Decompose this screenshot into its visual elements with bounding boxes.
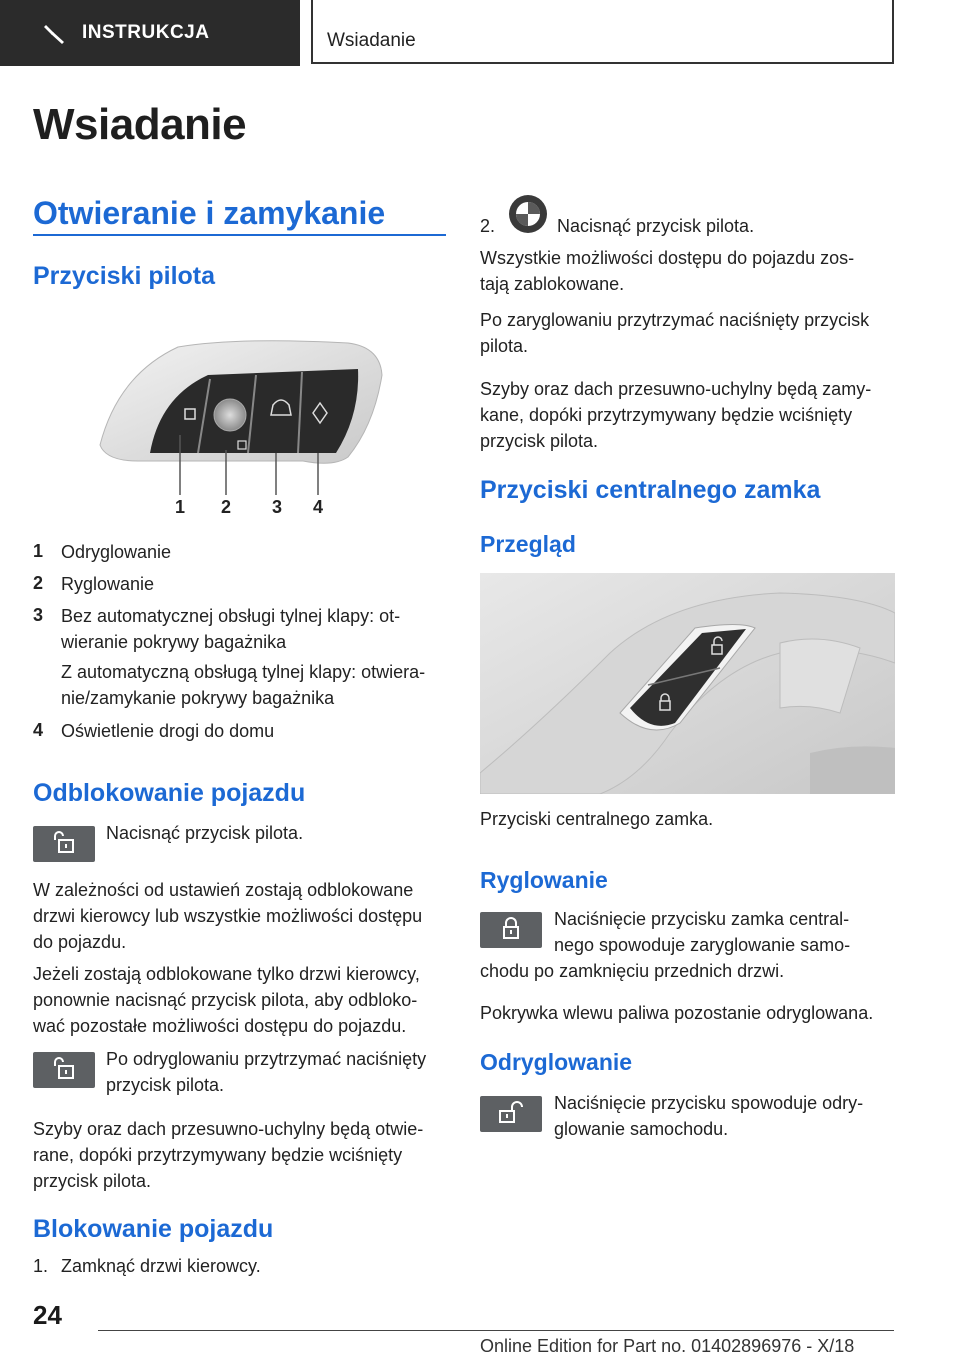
list-num-2: 2 xyxy=(33,573,44,593)
central-lock-line3: chodu po zamknięciu przednich drzwi. xyxy=(480,961,785,981)
subheading-central-locking: Przyciski centralnego zamka xyxy=(480,476,821,504)
unlock-para2-line2: ponownie nacisnąć przycisk pilota, aby odbloko- xyxy=(33,990,418,1010)
unlock-para1-line3: do pojazdu. xyxy=(33,932,127,952)
lock-para3-line1: Szyby oraz dach przesuwno-uchylny będą zamy- xyxy=(480,379,872,399)
section-heading-open-close: Otwieranie i zamykanie xyxy=(33,195,386,231)
lock-para1-line1: Wszystkie możliwości dostępu do pojazdu zos- xyxy=(480,248,855,268)
list-num-3: 3 xyxy=(33,605,44,625)
list-item-lock: Ryglowanie xyxy=(61,574,155,594)
list-item-trunk-line1: Bez automatycznej obsługi tylnej klapy: ot- xyxy=(61,606,401,626)
bmw-logo-icon xyxy=(508,194,548,234)
wrench-icon xyxy=(42,20,68,46)
list-item-light: Oświetlenie drogi do domu xyxy=(61,721,275,741)
list-num-1: 1 xyxy=(33,541,44,561)
page-number: 24 xyxy=(33,1300,62,1330)
unlock-para2-line3: wać pozostałe możliwości dostępu do pojazdu. xyxy=(33,1016,407,1036)
unlock-para2-line1: Jeżeli zostają odblokowane tylko drzwi kierowcy, xyxy=(33,964,420,984)
chapter-label: Wsiadanie xyxy=(327,30,416,51)
lock-step1-num: 1. xyxy=(33,1256,49,1276)
subheading-unlock-vehicle: Odblokowanie pojazdu xyxy=(33,779,306,807)
unlock-hold-line1: Po odryglowaniu przytrzymać naciśnięty xyxy=(106,1049,427,1069)
subheading-lock-vehicle: Blokowanie pojazdu xyxy=(33,1215,274,1243)
section-label: INSTRUKCJA xyxy=(82,22,210,43)
lock-para1-line2: tają zablokowane. xyxy=(480,274,625,294)
unlock-para1-line1: W zależności od ustawień zostają odblokowane xyxy=(33,880,414,900)
unlock-hold-button-icon xyxy=(33,1052,95,1088)
central-locking-photo xyxy=(480,573,895,794)
unlock-hold-line2: przycisk pilota. xyxy=(106,1075,225,1095)
key-fob-illustration xyxy=(98,335,388,520)
footer-edition: Online Edition for Part no. 01402896976 - X/18 xyxy=(480,1336,855,1356)
list-item-unlock: Odryglowanie xyxy=(61,542,172,562)
figure-label-3: 3 xyxy=(272,497,283,517)
central-lock-line2: nego spowoduje zaryglowanie samo- xyxy=(554,935,851,955)
list-item-trunk-line3: Z automatyczną obsługą tylnej klapy: otwiera- xyxy=(61,662,426,682)
subheading-lock: Ryglowanie xyxy=(480,867,608,893)
lock-step1-text: Zamknąć drzwi kierowcy. xyxy=(61,1256,261,1276)
footer-rule xyxy=(98,1330,894,1331)
central-lock-button-icon xyxy=(480,912,542,948)
fuel-flap-text: Pokrywka wlewu paliwa pozostanie odryglowana. xyxy=(480,1003,874,1023)
page-header xyxy=(0,0,960,66)
unlock-para3-line3: przycisk pilota. xyxy=(33,1171,152,1191)
section-tab[interactable] xyxy=(0,0,300,66)
lock-para2-line1: Po zaryglowaniu przytrzymać naciśnięty przycisk xyxy=(480,310,870,330)
lock-para3-line3: przycisk pilota. xyxy=(480,431,599,451)
lock-para3-line2: kane, dopóki przytrzymywany będzie wciśnięty xyxy=(480,405,853,425)
lock-para2-line2: pilota. xyxy=(480,336,529,356)
photo-caption: Przyciski centralnego zamka. xyxy=(480,809,714,829)
subheading-unlock: Odryglowanie xyxy=(480,1049,633,1075)
unlock-para3-line1: Szyby oraz dach przesuwno-uchylny będą otwie- xyxy=(33,1119,424,1139)
page-title: Wsiadanie xyxy=(33,100,247,149)
list-item-trunk-line4: nie/zamykanie pokrywy bagażnika xyxy=(61,688,335,708)
figure-label-2: 2 xyxy=(221,497,232,517)
list-item-trunk-line2: wieranie pokrywy bagażnika xyxy=(61,632,287,652)
unlock-button-icon xyxy=(33,826,95,862)
unlock-para3-line2: rane, dopóki przytrzymywany będzie wciśnięty xyxy=(33,1145,403,1165)
unlock-para1-line2: drzwi kierowcy lub wszystkie możliwości dostępu xyxy=(33,906,423,926)
figure-label-4: 4 xyxy=(313,497,324,517)
central-unlock-line1: Naciśnięcie przycisku spowoduje odry- xyxy=(554,1093,864,1113)
subheading-remote-keys: Przyciski pilota xyxy=(33,262,216,290)
lock-step2-text: Nacisnąć przycisk pilota. xyxy=(557,216,755,236)
figure-label-1: 1 xyxy=(175,497,186,517)
central-unlock-line2: glowanie samochodu. xyxy=(554,1119,729,1139)
heading-rule xyxy=(33,234,446,236)
chapter-tab[interactable] xyxy=(311,0,894,64)
lock-step2-num: 2. xyxy=(480,216,496,236)
central-lock-line1: Naciśnięcie przycisku zamka central- xyxy=(554,909,850,929)
unlock-press-text: Nacisnąć przycisk pilota. xyxy=(106,823,304,843)
list-num-4: 4 xyxy=(33,720,44,740)
central-unlock-button-icon xyxy=(480,1096,542,1132)
subheading-overview: Przegląd xyxy=(480,531,576,557)
